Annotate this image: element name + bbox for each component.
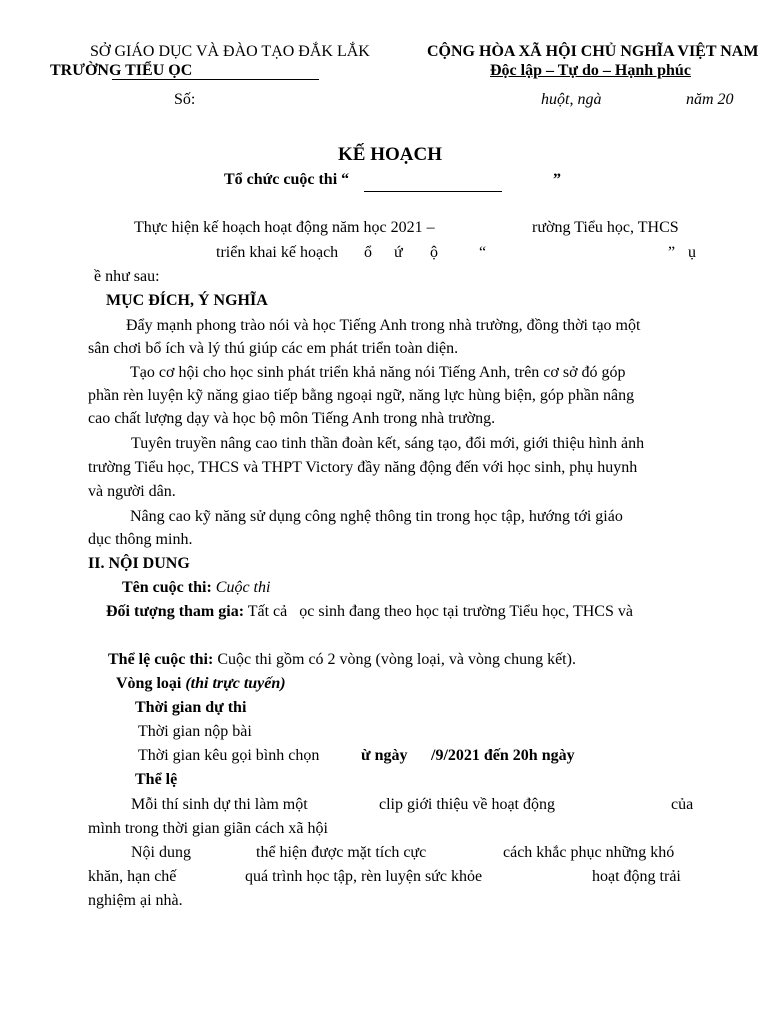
- purpose-p2-line1: Tạo cơ hội cho học sinh phát triển khả năng nói Tiếng Anh, trên cơ sở đó góp: [130, 364, 626, 381]
- contest-name-label: Tên cuộc thi:: [122, 579, 212, 596]
- contest-name-row: [122, 578, 270, 598]
- qualifying-round-label: Vòng loại: [116, 675, 182, 692]
- rule2-line2-b: quá trình học tập, rèn luyện sức khỏe: [245, 868, 483, 885]
- rule2-line1-c: cách khắc phục những khó: [503, 844, 675, 861]
- section1-heading: MỤC ĐÍCH, Ý NGHĨA: [106, 292, 268, 309]
- exam-time-heading: Thời gian dự thi: [135, 699, 247, 716]
- participants-row: [106, 602, 633, 622]
- school-name-underline: [112, 79, 319, 80]
- rule2-line2-a: khăn, hạn chế: [88, 868, 177, 885]
- section2-heading: II. NỘI DUNG: [88, 555, 190, 572]
- contest-rules-label: Thể lệ cuộc thi:: [108, 651, 214, 668]
- purpose-p4-line1: Nâng cao kỹ năng sử dụng công nghệ thông tin trong học tập, hướng tới giáo: [130, 508, 623, 525]
- rule2-line1-a: Nội dung: [131, 844, 191, 861]
- purpose-p3-line3: và người dân.: [88, 483, 176, 500]
- purpose-p3-line1: Tuyên truyền nâng cao tinh thần đoàn kết, sáng tạo, đổi mới, giới thiệu hình ảnh: [131, 435, 645, 452]
- participants-value-b: ọc sinh đang theo học tại trường Tiểu học, THCS và: [299, 603, 633, 620]
- purpose-p3-line2: trường Tiểu học, THCS và THPT Victory đầy năng động đến với học sinh, phụ huynh: [88, 459, 638, 476]
- participants-value-a: Tất cả: [247, 603, 288, 620]
- rules-heading: Thể lệ: [135, 771, 178, 788]
- rule2-line3: nghiệm ại nhà.: [88, 892, 183, 909]
- intro-line2-g: ụ: [688, 244, 696, 261]
- contest-subtitle-suffix: ”: [553, 171, 561, 188]
- rule2-line1-b: thể hiện được mặt tích cực: [256, 844, 427, 861]
- department-name: SỞ GIÁO DỤC VÀ ĐÀO TẠO ĐẮK LẮK: [90, 43, 370, 60]
- contest-rules-value: Cuộc thi gồm có 2 vòng (vòng loại, và vòng chung kết).: [217, 651, 576, 668]
- purpose-p4-line2: dục thông minh.: [88, 531, 193, 548]
- date-place: huột, ngà: [541, 91, 602, 108]
- intro-line2-a: triển khai kế hoạch: [216, 244, 339, 261]
- rule1-line2: mình trong thời gian giãn cách xã hội: [88, 820, 328, 837]
- submission-time: Thời gian nộp bài: [138, 723, 252, 740]
- contest-name-blank: [364, 191, 502, 192]
- intro-line3: ề như sau:: [94, 268, 160, 285]
- intro-line2-f: ”: [668, 244, 676, 261]
- purpose-p1-line2: sân chơi bổ ích và lý thú giúp các em phát triển toàn diện.: [88, 340, 459, 357]
- intro-line2-b: ổ: [364, 244, 372, 261]
- rule2-line2-c: hoạt động trải: [592, 868, 681, 885]
- national-motto: Độc lập – Tự do – Hạnh phúc: [490, 62, 691, 79]
- purpose-p1-line1: Đẩy mạnh phong trào nói và học Tiếng Anh trong nhà trường, đồng thời tạo một: [126, 317, 641, 334]
- contest-subtitle-prefix: Tổ chức cuộc thi “: [224, 171, 350, 188]
- voting-time-a: Thời gian kêu gọi bình chọn: [138, 747, 320, 764]
- rule1-line1-a: Mỗi thí sinh dự thi làm một: [131, 796, 308, 813]
- country-name: CỘNG HÒA XÃ HỘI CHỦ NGHĨA VIỆT NAM: [427, 43, 759, 60]
- intro-line1-b: rường Tiểu học, THCS: [532, 219, 679, 236]
- rule1-line1-c: của: [671, 796, 694, 813]
- participants-label: Đối tượng tham gia:: [106, 603, 245, 620]
- document-number-label: Số:: [174, 91, 196, 108]
- intro-line2-e: “: [479, 244, 487, 261]
- contest-name-value: Cuộc thi: [215, 579, 271, 596]
- voting-time-b: ừ ngày: [361, 747, 408, 764]
- intro-line2-c: ứ: [394, 244, 403, 261]
- intro-line1-a: Thực hiện kế hoạch hoạt động năm học 2021 –: [134, 219, 435, 236]
- rule1-line1-b: clip giới thiệu về hoạt động: [379, 796, 555, 813]
- document-title: KẾ HOẠCH: [338, 144, 442, 165]
- purpose-p2-line2: phần rèn luyện kỹ năng giao tiếp bằng ngoại ngữ, năng lực hùng biện, góp phần nâng: [88, 387, 635, 404]
- intro-line2-d: ộ: [430, 244, 438, 261]
- contest-rules-row: [108, 650, 576, 670]
- qualifying-round-row: [116, 674, 286, 694]
- date-year: năm 20: [686, 91, 734, 108]
- purpose-p2-line3: cao chất lượng dạy và học bộ môn Tiếng Anh trong nhà trường.: [88, 410, 496, 427]
- voting-time-c: /9/2021 đến 20h ngày: [431, 747, 575, 764]
- qualifying-round-note: (thi trực tuyến): [185, 675, 286, 692]
- school-name: TRƯỜNG TIỂU ỌC: [50, 62, 193, 79]
